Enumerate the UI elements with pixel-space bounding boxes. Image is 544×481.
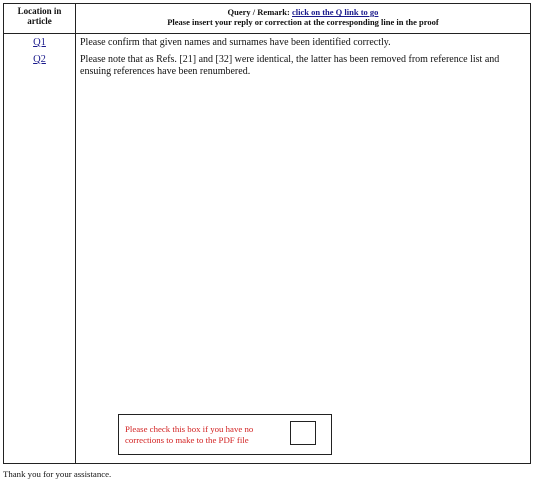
header-divider bbox=[4, 33, 530, 34]
query-column-header bbox=[76, 7, 530, 27]
no-corrections-label bbox=[125, 424, 275, 445]
thanks-note: Thank you for your assistance. bbox=[3, 469, 112, 479]
no-corrections-checkbox[interactable] bbox=[290, 421, 316, 445]
query-link-q2[interactable]: Q2 bbox=[33, 54, 46, 65]
column-divider bbox=[75, 4, 76, 463]
query-text-q2: Please note that as Refs. [21] and [32] were identical, the latter has been removed from reference list and ensuing references have been renumbered. bbox=[80, 54, 500, 77]
no-corrections-label-line1: Please check this box if you have no bbox=[125, 424, 254, 434]
go-to-query-link[interactable]: click on the Q link to go bbox=[292, 7, 379, 17]
no-corrections-label-line2: corrections to make to the PDF file bbox=[125, 434, 249, 445]
query-header-line1 bbox=[76, 7, 530, 17]
no-corrections-panel bbox=[118, 414, 332, 455]
location-header-line1: Location in bbox=[17, 6, 62, 16]
reply-instruction: Please insert your reply or correction at the corresponding line in the proof bbox=[167, 17, 439, 27]
query-table bbox=[3, 3, 531, 464]
query-label: Query / Remark: bbox=[227, 7, 292, 17]
location-header-line2: article bbox=[27, 16, 52, 26]
query-text-q1: Please confirm that given names and surnames have been identified correctly. bbox=[80, 37, 391, 48]
location-column-header bbox=[4, 6, 75, 26]
query-link-q1[interactable]: Q1 bbox=[33, 37, 46, 48]
